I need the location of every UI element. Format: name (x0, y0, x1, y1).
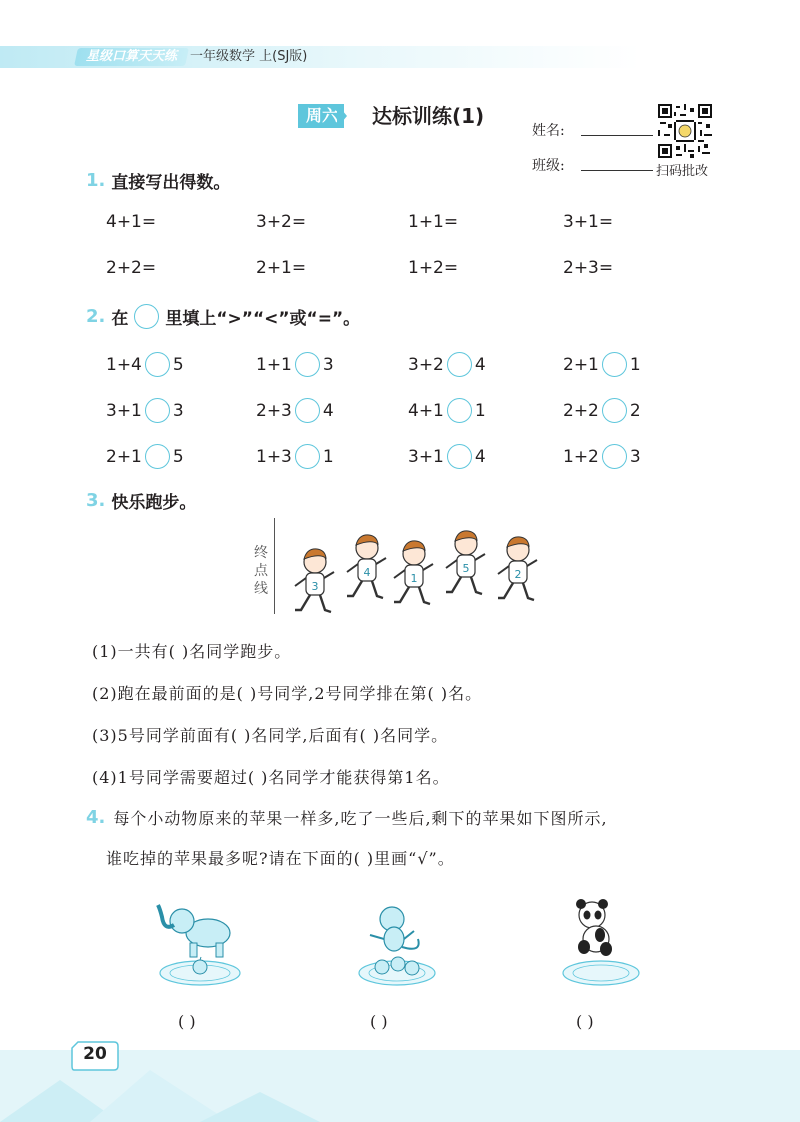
answer-circle[interactable] (295, 444, 320, 469)
circle-icon (134, 304, 159, 329)
compare-left: 2+1 (106, 446, 142, 467)
page-number: 20 (83, 1044, 107, 1064)
answer-circle[interactable] (145, 352, 170, 377)
answer-circle[interactable] (447, 352, 472, 377)
q1-item: 2+2= (106, 258, 157, 278)
compare-left: 3+1 (408, 446, 444, 467)
compare-item (408, 444, 486, 469)
runner (446, 531, 485, 594)
runners-illustration (290, 518, 560, 618)
compare-right: 1 (474, 400, 486, 421)
compare-item (408, 398, 486, 423)
class-label: 班级: (532, 158, 565, 174)
q3-sub-question: (2)跑在最前面的是( )号同学,2号同学排在第( )名。 (92, 684, 483, 703)
q1-item: 3+2= (256, 212, 307, 232)
q1-item: 2+1= (256, 258, 307, 278)
finish-line (274, 518, 275, 614)
compare-item (106, 444, 184, 469)
q2-text-before: 在 (111, 309, 129, 329)
compare-right: 4 (322, 400, 334, 421)
compare-item (563, 444, 641, 469)
compare-right: 3 (629, 446, 641, 467)
q1-item: 1+2= (408, 258, 459, 278)
answer-circle[interactable] (145, 398, 170, 423)
day-tag-arrow (337, 104, 347, 128)
finish-label: 终点线 (254, 545, 268, 597)
compare-right: 3 (172, 400, 184, 421)
answer-circle[interactable] (447, 398, 472, 423)
compare-left: 3+2 (408, 354, 444, 375)
q2-number: 2. (86, 306, 106, 327)
compare-right: 4 (474, 354, 486, 375)
day-tag: 周六 (298, 104, 344, 128)
q3-heading (86, 488, 196, 513)
q3-sub-question: (1)一共有( )名同学跑步。 (92, 642, 292, 661)
monkey-icon (352, 895, 442, 995)
compare-item (256, 398, 334, 423)
q4-text-line2: 谁吃掉的苹果最多呢?请在下面的( )里画“√”。 (106, 849, 455, 868)
compare-left: 2+2 (563, 400, 599, 421)
q1-item: 4+1= (106, 212, 157, 232)
answer-circle[interactable] (602, 444, 627, 469)
compare-left: 1+4 (106, 354, 142, 375)
answer-circle[interactable] (602, 398, 627, 423)
q2-heading (86, 304, 360, 329)
compare-right: 2 (629, 400, 641, 421)
runner (498, 537, 537, 600)
answer-circle[interactable] (145, 444, 170, 469)
q1-item: 2+3= (563, 258, 614, 278)
compare-left: 1+1 (256, 354, 292, 375)
runner-number: 4 (363, 566, 371, 579)
answer-circle[interactable] (602, 352, 627, 377)
q3-text: 快乐跑步。 (111, 493, 197, 513)
answer-paren-panda[interactable]: ( ) (576, 1012, 594, 1031)
runner (295, 549, 334, 612)
series-title: 星级口算天天练 (74, 48, 189, 66)
answer-circle[interactable] (295, 352, 320, 377)
answer-circle[interactable] (447, 444, 472, 469)
runner-number: 1 (410, 572, 418, 585)
q4-text: 每个小动物原来的苹果一样多,吃了一些后,剩下的苹果如下图所示, (113, 809, 608, 828)
name-field[interactable] (581, 121, 653, 136)
class-field[interactable] (581, 156, 653, 171)
runner-number: 2 (514, 568, 522, 581)
compare-right: 5 (172, 354, 184, 375)
q1-heading (86, 168, 230, 193)
name-label: 姓名: (532, 123, 565, 139)
q2-text-after: 里填上“>”“<”或“=”。 (165, 309, 361, 329)
compare-item (563, 398, 641, 423)
elephant-icon (150, 895, 250, 995)
answer-paren-monkey[interactable]: ( ) (370, 1012, 388, 1031)
runner (347, 535, 386, 598)
q1-number: 1. (86, 170, 106, 191)
q3-number: 3. (86, 490, 106, 511)
grade-label: 一年级数学 上(SJ版) (190, 49, 308, 64)
q3-sub-question: (4)1号同学需要超过( )名同学才能获得第1名。 (92, 768, 450, 787)
compare-left: 2+1 (563, 354, 599, 375)
compare-left: 2+3 (256, 400, 292, 421)
compare-item (408, 352, 486, 377)
q4-number: 4. (86, 807, 106, 828)
compare-right: 3 (322, 354, 334, 375)
compare-left: 4+1 (408, 400, 444, 421)
footer-mountains (0, 1040, 800, 1122)
compare-item (256, 444, 334, 469)
runner-number: 3 (311, 580, 319, 593)
answer-paren-elephant[interactable]: ( ) (178, 1012, 196, 1031)
compare-right: 1 (629, 354, 641, 375)
page-title: 达标训练(1) (372, 104, 485, 128)
q3-sub-question: (3)5号同学前面有( )名同学,后面有( )名同学。 (92, 726, 449, 745)
compare-left: 3+1 (106, 400, 142, 421)
compare-item (256, 352, 334, 377)
compare-item (106, 352, 184, 377)
compare-left: 1+2 (563, 446, 599, 467)
panda-icon (556, 895, 646, 995)
qr-caption: 扫码批改 (656, 164, 709, 179)
compare-item (563, 352, 641, 377)
runner (394, 541, 433, 604)
q1-item: 3+1= (563, 212, 614, 232)
q4-heading (86, 806, 776, 829)
compare-right: 5 (172, 446, 184, 467)
compare-item (106, 398, 184, 423)
answer-circle[interactable] (295, 398, 320, 423)
q1-item: 1+1= (408, 212, 459, 232)
runner-number: 5 (462, 562, 470, 575)
compare-right: 4 (474, 446, 486, 467)
qr-code-icon[interactable] (658, 104, 712, 158)
compare-right: 1 (322, 446, 334, 467)
q1-text: 直接写出得数。 (111, 173, 231, 193)
compare-left: 1+3 (256, 446, 292, 467)
